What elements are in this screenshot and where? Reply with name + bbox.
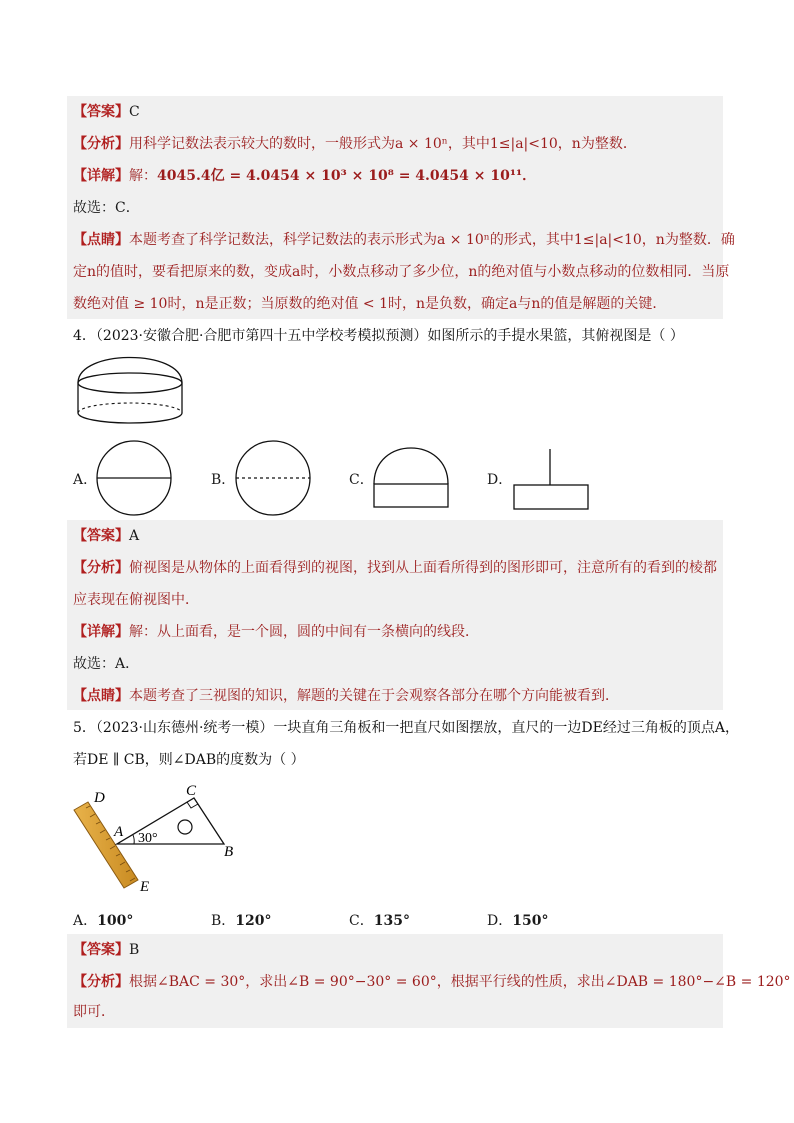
q3-answer: 【答案】C [73,104,140,120]
fruit-basket-figure [70,355,190,430]
set-square [117,798,224,844]
label-c: C [186,783,197,799]
q4-detail: 【详解】解：从上面看，是一个圆，圆的中间有一条横向的线段． [73,624,479,640]
q4-option-c-figure [373,446,449,508]
q3-analysis: 【分析】用科学记数法表示较大的数时，一般形式为a × 10ⁿ，其中1≤|a|<10，n为整数． [73,136,637,152]
label-d: D [94,790,105,806]
label-b: B [224,844,234,860]
q3-comment-2: 定n的值时，要看把原来的数，变成a时，小数点移动了多少位，n的绝对值与小数点移动的位数相同．当原 [73,264,730,280]
q5-option-a[interactable]: A．100° [73,913,134,929]
q5-stem-1: 5．（2023·山东德州·统考一模）一块直角三角板和一把直尺如图摆放，直尺的一边DE经过三角板的顶点A， [73,720,739,736]
q4-option-b-label[interactable]: B． [211,472,236,488]
q4-option-d-figure [513,448,589,510]
q3-choose: 故选：C． [73,200,140,216]
q4-answer: 【答案】A [73,528,140,544]
q4-option-d-label[interactable]: D． [487,472,513,488]
q4-option-a-figure [96,440,172,516]
q5-analysis-1: 【分析】根据∠BAC = 30°，求出∠B = 90°−30° = 60°，根据平行线的性质，求出∠DAB = 180°−∠B = 120° [73,974,791,990]
q4-choose: 故选：A． [73,656,140,672]
q4-option-b-figure [235,440,311,516]
q5-option-b[interactable]: B．120° [211,913,272,929]
q4-analysis-2: 应表现在俯视图中． [73,592,199,608]
label-a: A [114,824,124,840]
q5-option-d[interactable]: D．150° [487,913,549,929]
q4-option-a-label[interactable]: A． [73,472,98,488]
q4-solution-block [67,520,723,710]
q5-option-c[interactable]: C．135° [349,913,410,929]
q3-comment-3: 数绝对值 ≥ 10时，n是正数；当原数的绝对值 < 1时，n是负数，确定a与n的值是解题的关键． [73,296,667,312]
q5-answer: 【答案】B [73,942,140,958]
q3-detail: 【详解】解：4045.4亿 = 4.0454 × 10³ × 10⁸ = 4.0454 × 10¹¹． [73,168,537,184]
q4-comment: 【点睛】本题考查了三视图的知识，解题的关键在于会观察各部分在哪个方向能被看到． [73,688,619,704]
label-e: E [140,879,150,895]
q3-solution-block [67,96,723,319]
label-angle: 30° [138,831,158,846]
q4-option-c-label[interactable]: C． [349,472,374,488]
ruler [74,802,138,888]
q3-comment-1: 【点睛】本题考查了科学记数法，科学记数法的表示形式为a × 10ⁿ的形式，其中1≤|a|<10，n为整数．确 [73,232,735,248]
q5-analysis-2: 即可． [73,1004,115,1020]
q4-analysis-1: 【分析】俯视图是从物体的上面看得到的视图，找到从上面看所得到的图形即可，注意所有的看到的棱都 [73,560,717,576]
q4-stem: 4．（2023·安徽合肥·合肥市第四十五中学校考模拟预测）如图所示的手提水果篮，其俯视图是（ ） [73,328,684,344]
ruler-triangle-figure [72,782,252,894]
q5-stem-2: 若DE ∥ CB，则∠DAB的度数为（ ） [73,752,305,768]
